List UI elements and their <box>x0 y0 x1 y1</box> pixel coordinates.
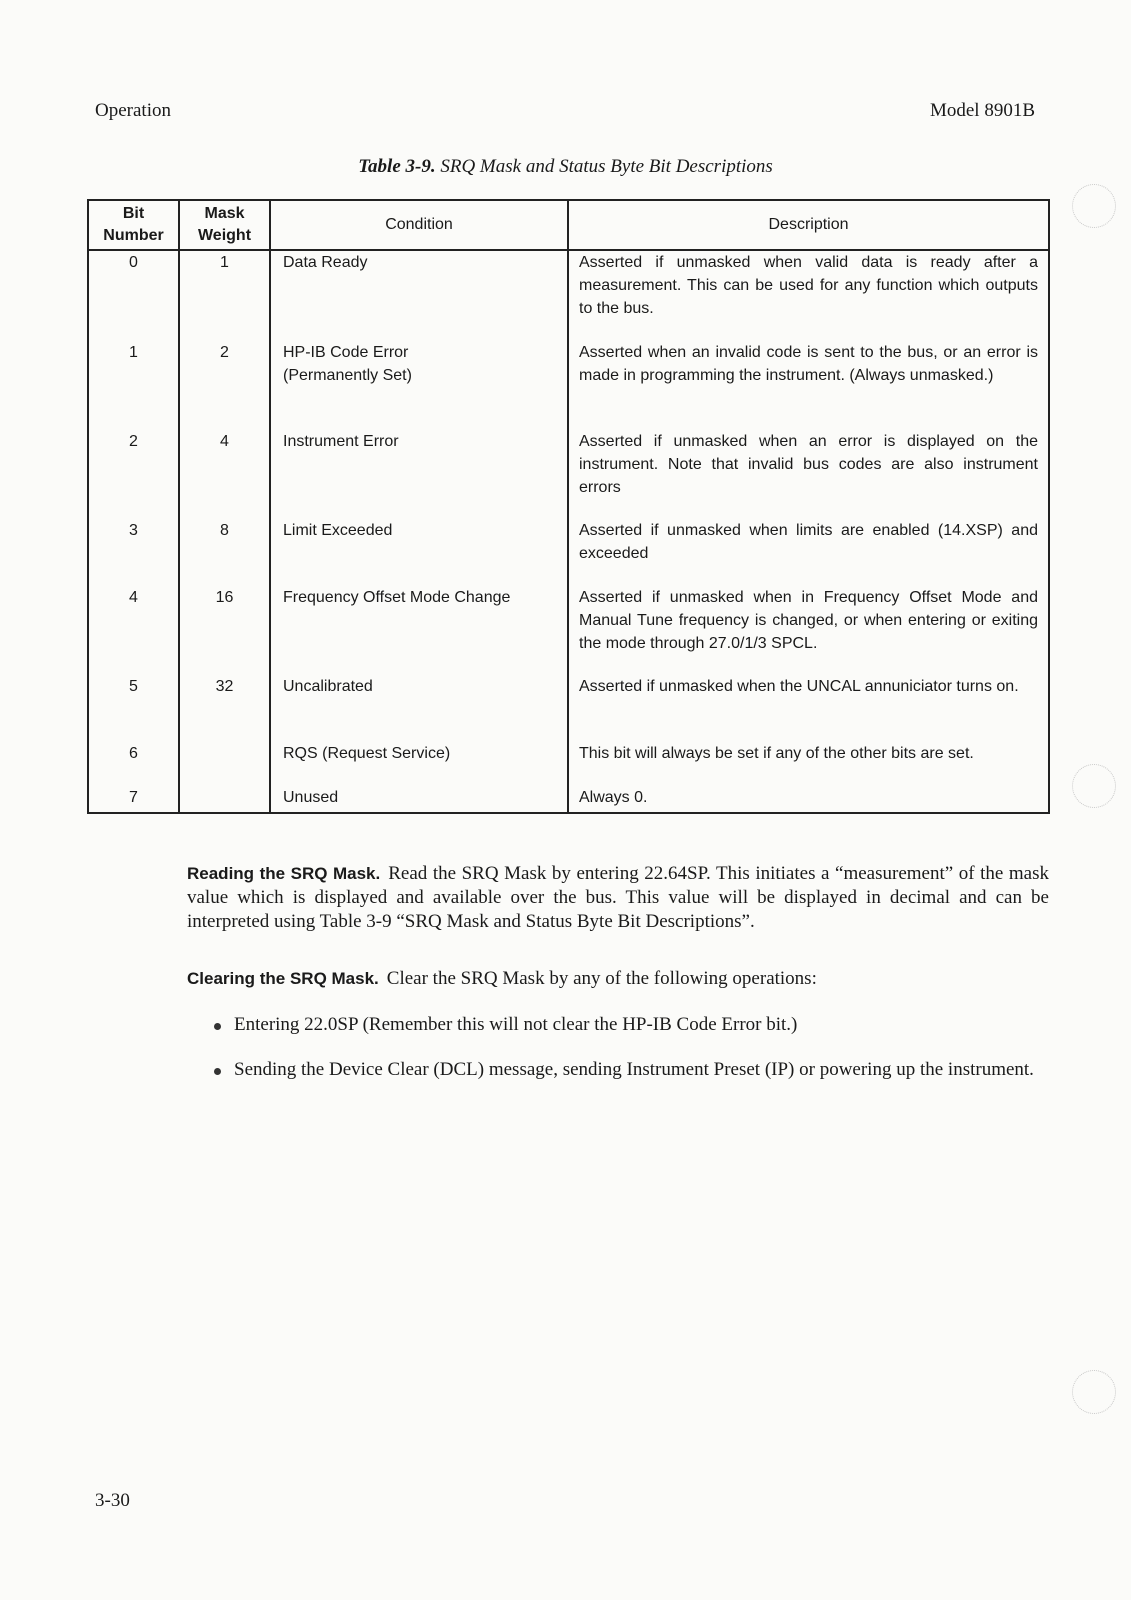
punch-hole-icon <box>1072 1370 1116 1414</box>
header-condition: Condition <box>271 201 569 249</box>
table-row <box>89 519 1048 586</box>
cell-weight: 2 <box>180 341 271 430</box>
table-title: SRQ Mask and Status Byte Bit Descriptions <box>440 156 773 177</box>
reading-lead-heading: Reading the SRQ Mask. <box>187 864 381 883</box>
table-row <box>89 786 1048 812</box>
bullet-text: Entering 22.0SP (Remember this will not clear the HP-IB Code Error bit.) <box>234 1014 798 1035</box>
punch-hole-icon <box>1072 184 1116 228</box>
cell-bit: 6 <box>89 742 180 786</box>
list-item <box>214 1058 1049 1082</box>
running-header-model: Model 8901B <box>929 100 1035 121</box>
table-row <box>89 430 1048 519</box>
cell-bit: 5 <box>89 675 180 742</box>
clearing-lead-heading: Clearing the SRQ Mask. <box>187 969 379 988</box>
table-row <box>89 675 1048 742</box>
cell-description: Asserted if unmasked when the UNCAL annuniciator turns on. <box>579 678 1019 695</box>
bullet-icon <box>214 1023 221 1030</box>
cell-condition: HP-IB Code Error (Permanently Set) <box>271 341 569 430</box>
header-mask-weight: Mask Weight <box>180 201 271 249</box>
table-header-row <box>89 201 1048 251</box>
reading-srq-mask-paragraph <box>187 862 1049 934</box>
cell-bit: 2 <box>89 430 180 519</box>
cell-weight <box>180 786 271 812</box>
cell-weight: 32 <box>180 675 271 742</box>
table-caption <box>0 156 1131 178</box>
cell-description: Asserted if unmasked when an error is displayed on the instrument. Note that invalid bus codes are also instrument errors <box>579 433 1038 496</box>
cell-condition: Frequency Offset Mode Change <box>271 586 569 675</box>
cell-weight: 16 <box>180 586 271 675</box>
cell-description: Always 0. <box>579 789 648 806</box>
cell-bit: 0 <box>89 251 180 341</box>
clearing-srq-mask-paragraph <box>187 967 1049 991</box>
cell-description: Asserted if unmasked when valid data is ready after a measurement. This can be used for any function which outputs to the bus. <box>579 254 1038 317</box>
cell-bit: 7 <box>89 786 180 812</box>
cell-weight: 4 <box>180 430 271 519</box>
cell-description: Asserted if unmasked when in Frequency Offset Mode and Manual Tune frequency is changed, or when entering or exiting the mode through 27.0/1/3 SPCL. <box>579 589 1038 652</box>
table-row <box>89 341 1048 430</box>
clearing-body-text: Clear the SRQ Mask by any of the following operations: <box>386 968 817 989</box>
header-description: Description <box>768 216 849 233</box>
page-number: 3-30 <box>95 1490 130 1511</box>
cell-condition: Data Ready <box>271 251 569 341</box>
cell-weight <box>180 742 271 786</box>
cell-condition: Instrument Error <box>271 430 569 519</box>
cell-description: Asserted when an invalid code is sent to the bus, or an error is made in programming the instrument. (Always unmasked.) <box>579 344 1038 384</box>
cell-bit: 4 <box>89 586 180 675</box>
cell-bit: 3 <box>89 519 180 586</box>
punch-hole-icon <box>1072 764 1116 808</box>
cell-description: Asserted if unmasked when limits are enabled (14.XSP) and exceeded <box>579 522 1038 562</box>
bullet-text: Sending the Device Clear (DCL) message, sending Instrument Preset (IP) or powering up the instrument. <box>234 1059 1034 1080</box>
cell-condition: Unused <box>271 786 569 812</box>
cell-weight: 1 <box>180 251 271 341</box>
table-row <box>89 251 1048 341</box>
bullet-icon <box>214 1068 221 1075</box>
header-bit-number: Bit Number <box>89 201 180 249</box>
table-row <box>89 742 1048 786</box>
reading-body-text: Read the SRQ Mask by entering 22.64SP. This initiates a “measurement” of the mask value which is displayed and available over the bus. This value will be displayed in decimal and can be interpreted using Table 3-9 “SRQ Mask and Status Byte Bit Descriptions”. <box>187 863 1049 932</box>
cell-bit: 1 <box>89 341 180 430</box>
running-header-section: Operation <box>95 100 171 121</box>
srq-bit-table <box>87 199 1050 814</box>
cell-weight: 8 <box>180 519 271 586</box>
cell-condition: RQS (Request Service) <box>271 742 569 786</box>
cell-condition: Uncalibrated <box>271 675 569 742</box>
list-item <box>214 1013 1049 1037</box>
table-number: Table 3-9. <box>358 156 436 177</box>
table-row <box>89 586 1048 675</box>
cell-description: This bit will always be set if any of the other bits are set. <box>579 745 974 762</box>
cell-condition: Limit Exceeded <box>271 519 569 586</box>
